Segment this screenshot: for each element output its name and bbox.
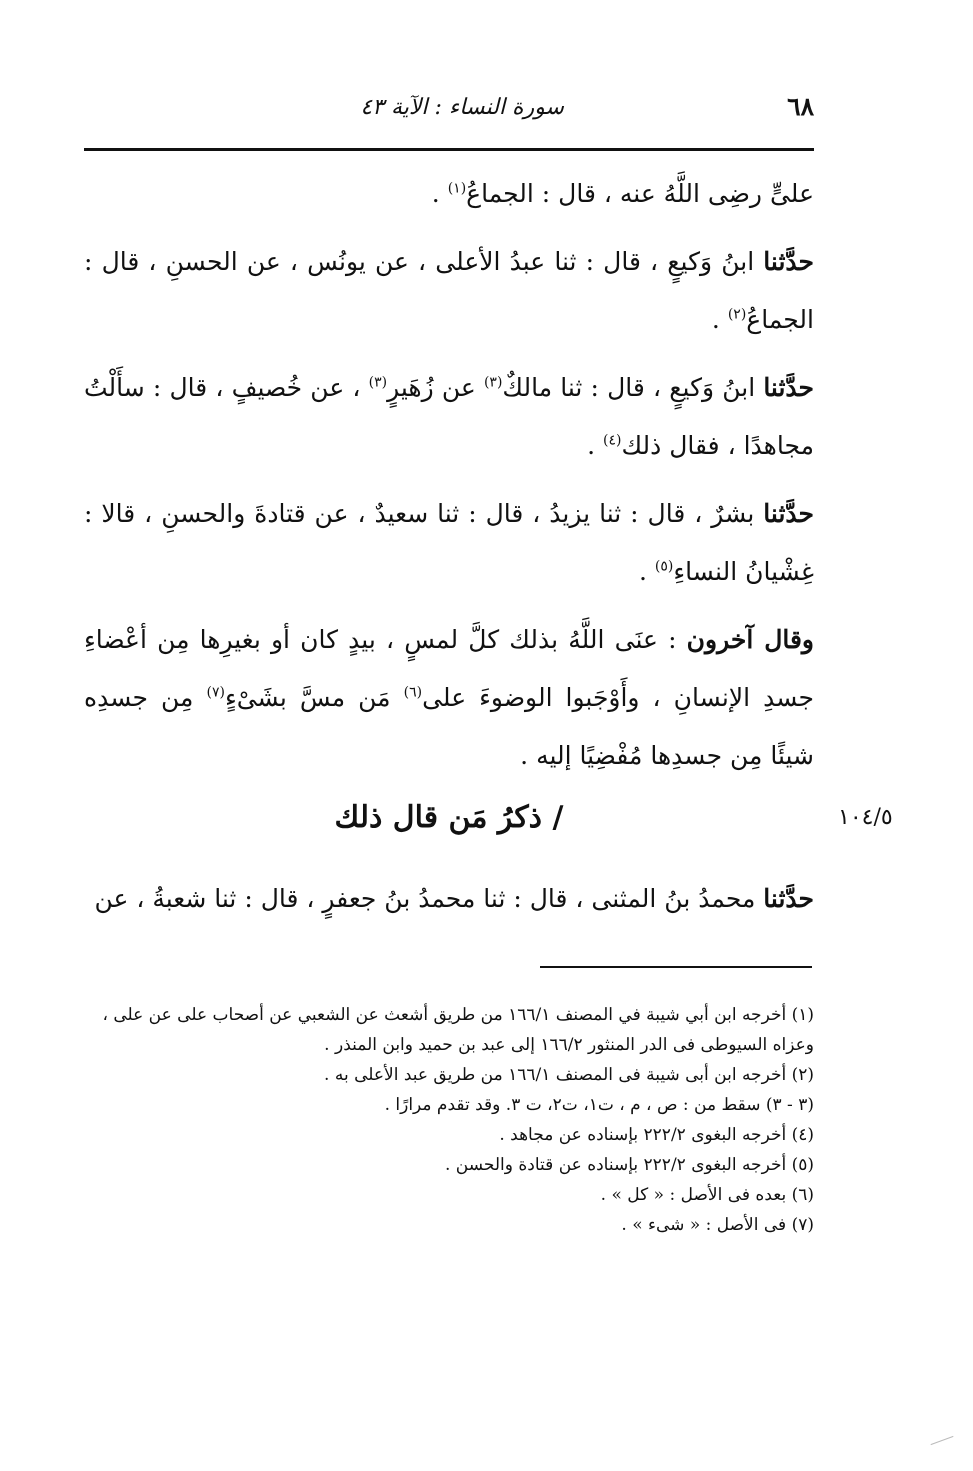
paragraph-text: محمدُ بنُ المثنى ، قال : ثنا محمدُ بنُ جعفرٍ ، قال : ثنا شعبةُ ، عن [94,884,764,913]
footnote-5: (٥) أخرجه البغوى ٢٢٢/٢ بإسناده عن قتادة والحسن . [444,1155,814,1175]
paragraph-text: عن زُهَيرٍ [387,373,484,402]
paragraph-3 [84,359,814,475]
footnote-marker: (٦) [403,684,423,701]
running-title: سورة النساء : الآية ٤٣ [360,95,564,120]
paragraph-end: . [587,431,604,460]
header-rule [84,148,814,151]
footnote-4: (٤) أخرجه البغوى ٢٢٢/٢ بإسناده عن مجاهد . [499,1125,814,1145]
main-text [84,165,814,795]
footnote-7: (٧) فى الأصل : « شىء » . [621,1215,814,1235]
paragraph-lead: حدَّثنا [763,884,814,913]
footnote-2: (٢) أخرجه ابن أبى شيبة فى المصنف ١٦٦/١ من طريق عبد الأعلى به . [324,1065,814,1085]
paragraph-text: : عنَى اللَّهُ بذلك كلَّ لمسٍ ، بيدٍ كان أو بغيرِها مِن أعْضاءِ جسدِ الإنسانِ ، وأَوْجَبوا الوضوءَ على [84,625,815,712]
paragraph-text: مِن جسدِه شيئًا مِن جسدِها مُفْضِيًا إليه [84,683,814,770]
paragraph-text: ابنُ وَكيعٍ ، قال : ثنا عبدُ الأعلى ، عن يونُس ، عن الحسنِ ، قال : الجماعُ [84,247,814,334]
paragraph-lead: حدَّثنا [763,373,815,402]
footnote-marker: (١) [447,180,467,197]
footnote-marker: (٢) [727,306,747,323]
footnote-marker: (٧) [206,684,225,701]
paragraph-text: ابنُ وَكيعٍ ، قال : ثنا مالكٌ [502,373,764,402]
paragraph-4 [84,485,814,601]
paragraph-end: . [639,557,655,586]
paragraph-end: . [431,179,448,208]
paragraph-text: ، عن خُصيفٍ ، قال : سأَلْتُ مجاهدًا ، فقال ذلك [84,373,814,460]
paragraph-text: مَن مسَّ بشَىْءٍ [224,683,404,712]
paragraph-1 [84,165,814,223]
paragraph-end: . [520,741,537,770]
paragraph-lead: حدَّثنا [763,247,814,276]
paragraph-text: علىٍّ رضِى اللَّهُ عنه ، قال : الجماعُ [466,179,814,208]
footnote-marker: (٥) [654,558,674,575]
footnote-marker: (٣) [368,374,388,391]
footnote-6: (٦) بعده فى الأصل : « كل » . [600,1185,814,1205]
footnotes [84,1000,814,1240]
paragraph-6 [84,870,814,928]
footnote-rule [540,966,812,968]
section-heading: / ذكرُ مَن قال ذلك [334,800,564,835]
scan-mark [931,1436,954,1445]
paragraph-lead: وقال آخرون [686,625,815,654]
footnote-3: (٣ - ٣) سقط من : ص ، م ، ت١، ت٢، ت ٣. وقد تقدم مرارًا . [384,1095,814,1115]
paragraph-end: . [711,305,728,334]
footnote-marker: (٤) [603,432,622,449]
page-header [84,92,814,140]
footnote-1: (١) أخرجه ابن أبي شيبة في المصنف ١٦٦/١ من طريق أشعث عن الشعبي عن أصحاب على عن على ، وعزاه السيوطى فى الدر المنثور ١٦٦/٢ إلى عبد بن حميد وابن المنذر . [102,1005,814,1055]
paragraph-5 [84,611,814,785]
paragraph-2 [84,233,814,349]
paragraph-lead: حدَّثنا [763,499,814,528]
margin-reference: ١٠٤/٥ [838,805,893,830]
paragraph-text: بشرٌ ، قال : ثنا يزيدُ ، قال : ثنا سعيدٌ ، عن قتادةَ والحسنِ ، قالا : غِشْيانُ النساءِ [84,499,814,586]
footnote-marker: (٣) [483,374,503,391]
page-number: ٦٨ [787,92,814,121]
